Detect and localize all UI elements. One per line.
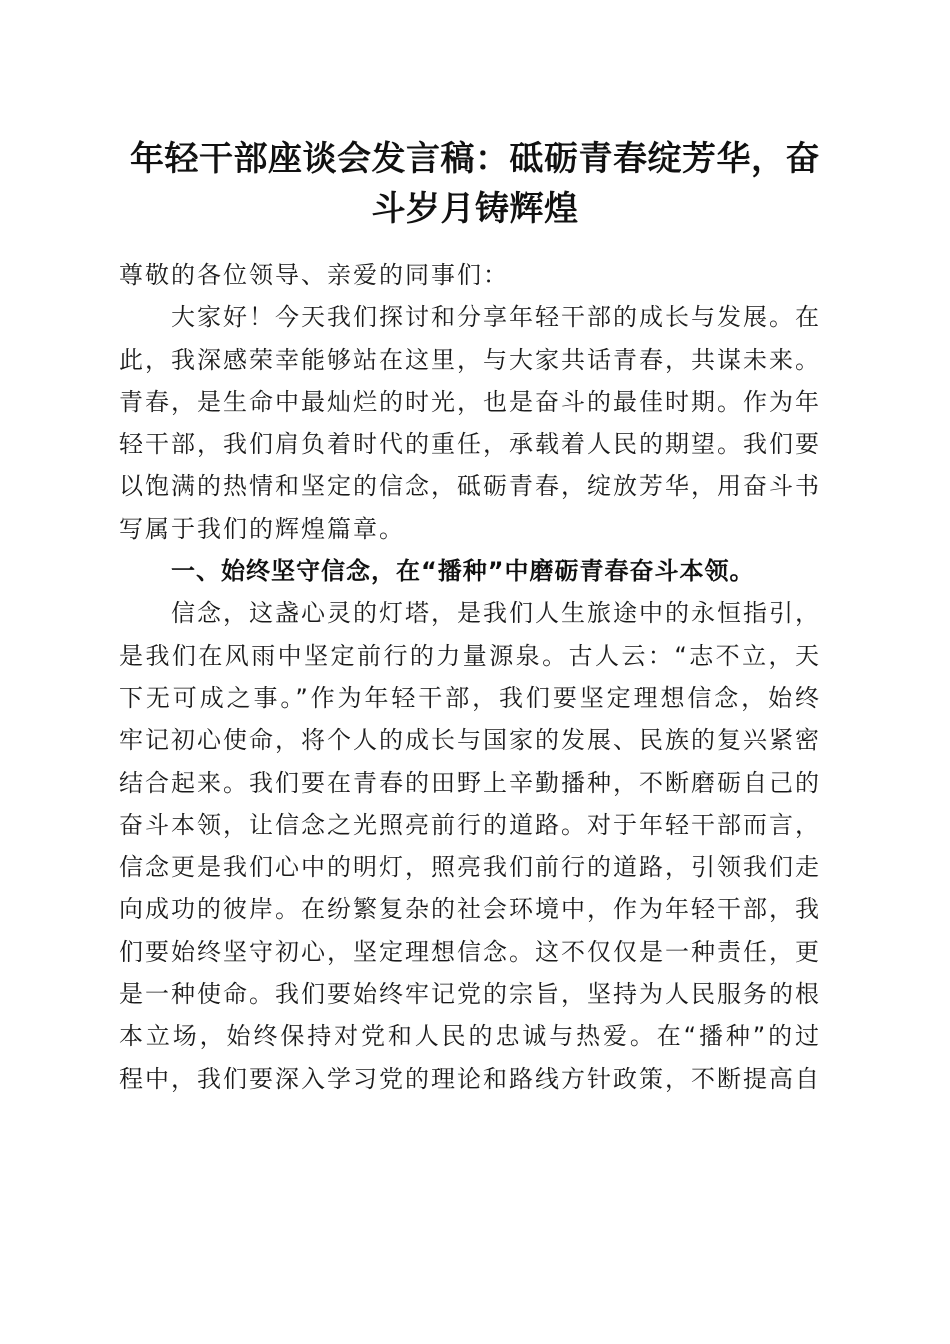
document-title: 年轻干部座谈会发言稿：砥砺青春绽芳华，奋斗岁月铸辉煌 (130, 139, 820, 229)
section-1-paragraph: 信念，这盏心灵的灯塔，是我们人生旅途中的永恒指引，是我们在风雨中坚定前行的力量源泉。古人云：“志不立，天下无可成之事。”作为年轻干部，我们要坚定理想信念，始终牢记初心使命，将个人的成长与国家的发展、民族的复兴紧密结合起来。我们要在青春的田野上辛勤播种，不断磨砺自己的奋斗本领，让信念之光照亮前行的道路。对于年轻干部而言，信念更是我们心中的明灯，照亮我们前行的道路，引领我们走向成功的彼岸。在纷繁复杂的社会环境中，作为年轻干部，我们要始终坚守初心，坚定理想信念。这不仅仅是一种责任，更是一种使命。我们要始终牢记党的宗旨，坚持为人民服务的根本立场，始终保持对党和人民的忠诚与热爱。在“播种”的过程中，我们要深入学习党的理论和路线方针政策，不断提高自 (119, 599, 821, 1093)
intro-paragraph: 大家好！今天我们探讨和分享年轻干部的成长与发展。在此，我深感荣幸能够站在这里，与大家共话青春，共谋未来。青春，是生命中最灿烂的时光，也是奋斗的最佳时期。作为年轻干部，我们肩负着时代的重任，承载着人民的期望。我们要以饱满的热情和坚定的信念，砥砺青春，绽放芳华，用奋斗书写属于我们的辉煌篇章。 (119, 303, 821, 543)
salutation: 尊敬的各位领导、亲爱的同事们： (119, 261, 509, 289)
section-1-heading: 一、始终坚守信念，在“播种”中磨砺青春奋斗本领。 (171, 557, 755, 586)
document-body (119, 254, 821, 1100)
